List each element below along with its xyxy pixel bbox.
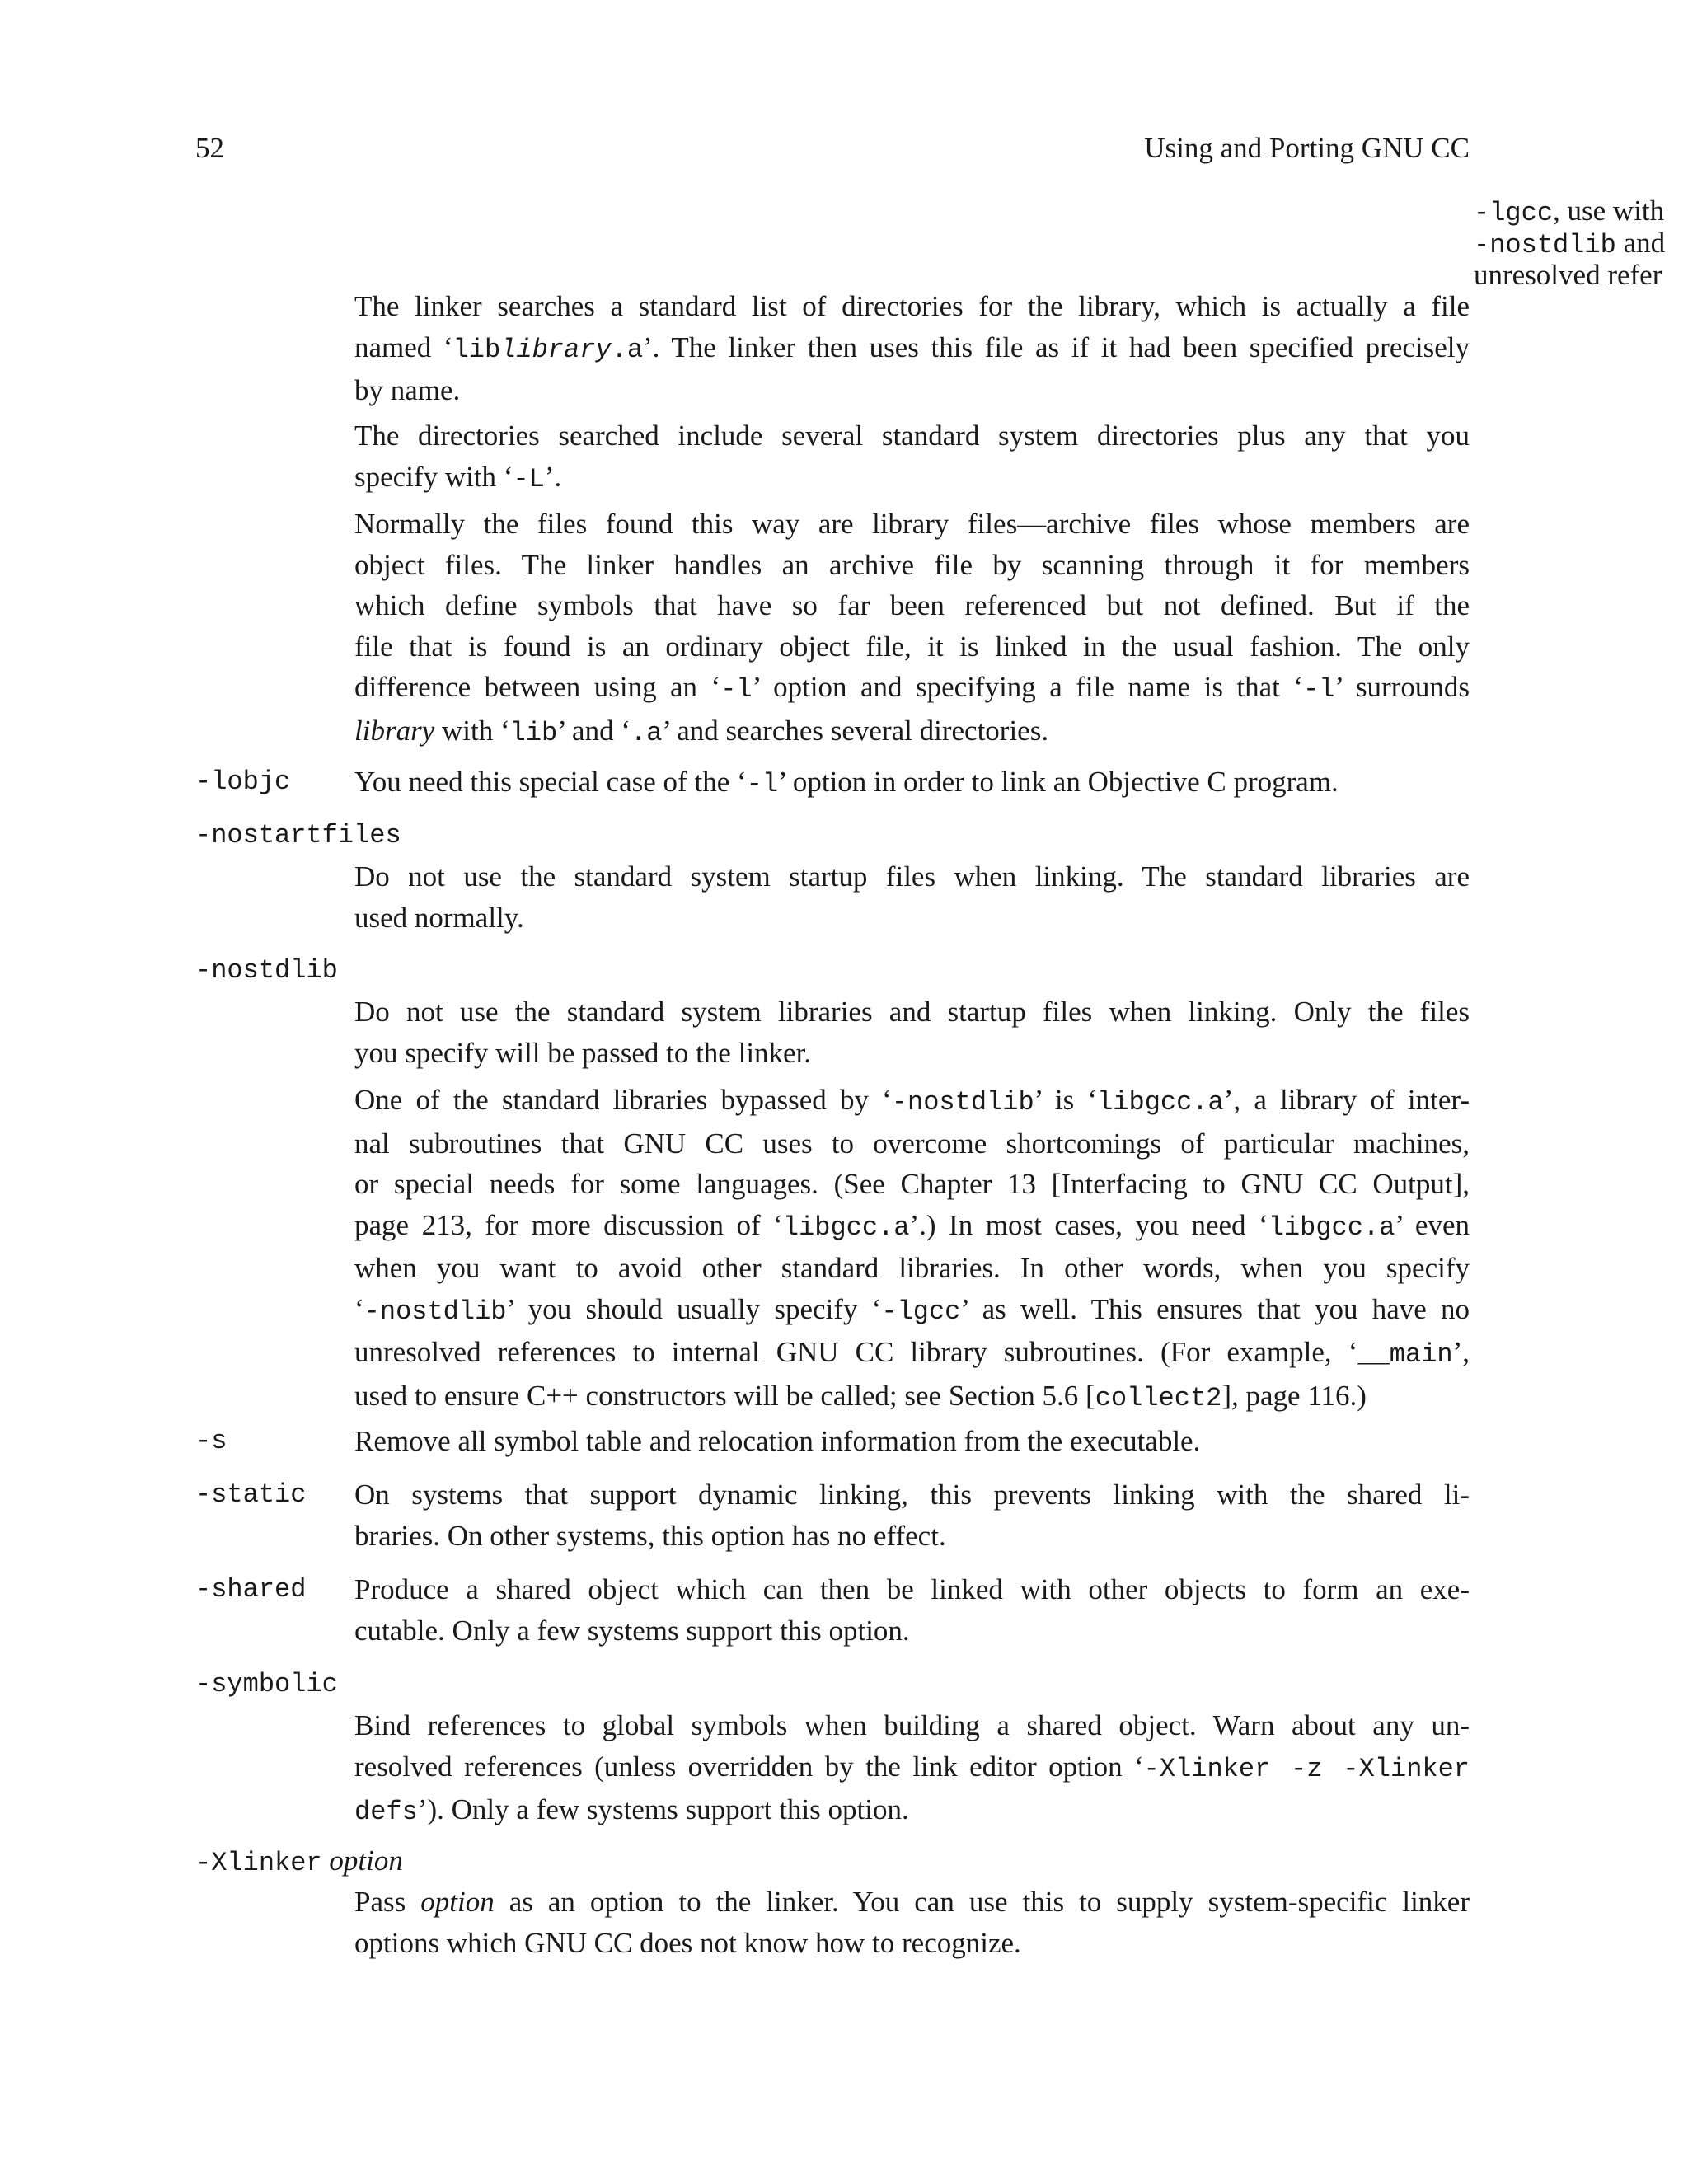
code-text: libgcc.a bbox=[1268, 1212, 1395, 1243]
text-line bbox=[354, 762, 1470, 805]
margin-note bbox=[1474, 196, 1688, 290]
option-term-symbolic: -symbolic bbox=[195, 1669, 338, 1699]
text-line: nal subroutines that GNU CC uses to overcome shortcomings of particular machines, bbox=[354, 1127, 1470, 1160]
text-line bbox=[354, 667, 1470, 710]
text-line bbox=[354, 1746, 1470, 1790]
margin-note-line bbox=[1474, 228, 1688, 260]
text: ’, a library of inter- bbox=[1223, 1084, 1470, 1116]
text: ’ even bbox=[1395, 1208, 1470, 1241]
text: Pass bbox=[354, 1886, 421, 1918]
library-paragraph-1 bbox=[354, 286, 1470, 411]
text-line bbox=[354, 710, 1470, 754]
code-text: collect2 bbox=[1095, 1382, 1222, 1413]
text: named ‘ bbox=[354, 330, 453, 363]
text-line bbox=[354, 1289, 1470, 1333]
text-line: On systems that support dynamic linking, this prevents linking with the shared li- bbox=[354, 1479, 1470, 1511]
code-text: -Xlinker bbox=[195, 1848, 322, 1878]
text-line bbox=[354, 1332, 1470, 1376]
margin-note-line bbox=[1474, 196, 1688, 228]
text: ’. bbox=[544, 460, 562, 493]
option-term-xlinker bbox=[195, 1840, 403, 1884]
option-term-nostartfiles: -nostartfiles bbox=[195, 820, 401, 851]
text-line bbox=[354, 1080, 1470, 1123]
code-text: libgcc.a bbox=[1097, 1087, 1224, 1118]
text: as an option to the linker. You can use this to supply system-specific linker bbox=[494, 1886, 1470, 1918]
text: specify with ‘ bbox=[354, 460, 513, 493]
text: resolved references (unless overridden by the link editor option ‘ bbox=[354, 1750, 1144, 1783]
option-desc-symbolic bbox=[354, 1705, 1470, 1833]
text: ’ you should usually specify ‘ bbox=[506, 1292, 882, 1325]
option-desc-nostartfiles bbox=[354, 856, 1470, 938]
text: ’, bbox=[1452, 1336, 1470, 1368]
text: ’ and ‘ bbox=[557, 714, 631, 747]
text: with ‘ bbox=[434, 714, 510, 747]
option-desc-nostdlib-2 bbox=[354, 1080, 1470, 1418]
option-term-s: -s bbox=[195, 1426, 227, 1456]
text-line: cutable. Only a few systems support this option. bbox=[354, 1614, 910, 1647]
option-desc-lobjc bbox=[354, 762, 1470, 805]
code-text: libgcc.a bbox=[782, 1212, 910, 1243]
page-number: 52 bbox=[195, 132, 224, 164]
text-line bbox=[354, 1376, 1470, 1419]
code-text: .a bbox=[630, 717, 663, 748]
code-text: -lgcc bbox=[1474, 198, 1554, 228]
text-line: or special needs for some languages. (See Chapter 13 [Interfacing to GNU CC Output], bbox=[354, 1168, 1470, 1200]
running-title: Using and Porting GNU CC bbox=[1144, 132, 1470, 164]
text: ’ as well. This ensures that you have no bbox=[960, 1292, 1470, 1325]
text-line: Bind references to global symbols when building a shared object. Warn about any un- bbox=[354, 1709, 1470, 1741]
margin-note-line: unresolved refer bbox=[1474, 259, 1662, 290]
text: ’. The linker then uses this file as if it had been specified precisely bbox=[643, 330, 1470, 363]
text-line: used normally. bbox=[354, 901, 524, 934]
library-paragraph-2 bbox=[354, 415, 1470, 499]
code-text: -l bbox=[1303, 674, 1335, 705]
text: ’ surrounds bbox=[1334, 671, 1470, 703]
text-line: braries. On other systems, this option has no effect. bbox=[354, 1519, 946, 1552]
text: ’). Only a few systems support this option. bbox=[417, 1793, 909, 1825]
text: ‘ bbox=[354, 1292, 364, 1325]
italic-text: library bbox=[500, 334, 612, 365]
text: page 213, for more discussion of ‘ bbox=[354, 1208, 783, 1241]
text: ’.) In most cases, you need ‘ bbox=[909, 1208, 1268, 1241]
text: used to ensure C++ constructors will be called; see Section 5.6 [ bbox=[354, 1379, 1095, 1412]
text: unresolved references to internal GNU CC library subroutines. (For example, ‘ bbox=[354, 1336, 1358, 1368]
text-line: Remove all symbol table and relocation information from the executable. bbox=[354, 1425, 1201, 1457]
text-line: by name. bbox=[354, 374, 461, 406]
text-line: Normally the files found this way are library files—archive files whose members are bbox=[354, 508, 1470, 540]
code-text: .a bbox=[611, 334, 644, 365]
text: difference between using an ‘ bbox=[354, 671, 721, 703]
text-line bbox=[354, 327, 1470, 371]
text-line: you specify will be passed to the linker. bbox=[354, 1036, 812, 1069]
text-line bbox=[354, 1882, 1470, 1923]
text-line bbox=[354, 1205, 1470, 1249]
italic-text: option bbox=[420, 1886, 495, 1918]
code-text: -L bbox=[513, 463, 545, 494]
option-term-static: -static bbox=[195, 1479, 307, 1510]
text-line: Do not use the standard system libraries and startup files when linking. Only the files bbox=[354, 996, 1470, 1028]
text: , use with bbox=[1553, 196, 1665, 227]
code-text: -lgcc bbox=[881, 1296, 961, 1327]
option-term-shared: -shared bbox=[195, 1574, 307, 1605]
code-text: -nostdlib bbox=[891, 1087, 1034, 1118]
text-line: options which GNU CC does not know how to recognize. bbox=[354, 1926, 1021, 1959]
code-text: __main bbox=[1357, 1339, 1453, 1370]
italic-text: option bbox=[329, 1844, 403, 1877]
code-text: -l bbox=[746, 769, 779, 799]
text-line: object files. The linker handles an archive file by scanning through it for members bbox=[354, 548, 1470, 581]
code-text: -nostdlib bbox=[1474, 230, 1616, 260]
library-paragraph-3 bbox=[354, 504, 1470, 753]
text: One of the standard libraries bypassed by ‘ bbox=[354, 1084, 892, 1116]
text-line: file that is found is an ordinary object file, it is linked in the usual fashion. The only bbox=[354, 630, 1470, 663]
text: ], page 116.) bbox=[1221, 1379, 1367, 1412]
option-term-nostdlib: -nostdlib bbox=[195, 955, 338, 986]
text: and bbox=[1615, 227, 1666, 259]
code-text: defs bbox=[354, 1797, 418, 1827]
code-text: -l bbox=[720, 674, 753, 705]
option-term-lobjc: -lobjc bbox=[195, 766, 291, 797]
option-desc-xlinker bbox=[354, 1882, 1470, 1963]
text-line bbox=[354, 1789, 1470, 1833]
text: ’ option and specifying a file name is that ‘ bbox=[752, 671, 1304, 703]
text-line: The directories searched include several standard system directories plus any that you bbox=[354, 419, 1470, 452]
code-text: -Xlinker -z -Xlinker bbox=[1143, 1753, 1470, 1784]
italic-text: library bbox=[354, 714, 435, 747]
code-text: -nostdlib bbox=[363, 1296, 507, 1327]
text: You need this special case of the ‘ bbox=[354, 766, 747, 798]
text-line bbox=[354, 457, 1470, 500]
text-line: Produce a shared object which can then be linked with other objects to form an exe- bbox=[354, 1573, 1470, 1605]
text: ’ option in order to link an Objective C program. bbox=[778, 766, 1339, 798]
option-desc-shared bbox=[354, 1569, 1470, 1651]
text-line: The linker searches a standard list of directories for the library, which is actually a file bbox=[354, 290, 1470, 322]
code-text: lib bbox=[452, 334, 501, 365]
text: ’ and searches several directories. bbox=[662, 714, 1049, 747]
text-line: Do not use the standard system startup files when linking. The standard libraries are bbox=[354, 860, 1470, 893]
text-line: when you want to avoid other standard libraries. In other words, when you specify bbox=[354, 1252, 1470, 1284]
option-desc-s bbox=[354, 1421, 1470, 1462]
option-desc-nostdlib-1 bbox=[354, 991, 1470, 1073]
text: ’ is ‘ bbox=[1034, 1084, 1098, 1116]
code-text: lib bbox=[509, 717, 558, 748]
text-line: which define symbols that have so far been referenced but not defined. But if the bbox=[354, 589, 1470, 621]
option-desc-static bbox=[354, 1474, 1470, 1556]
